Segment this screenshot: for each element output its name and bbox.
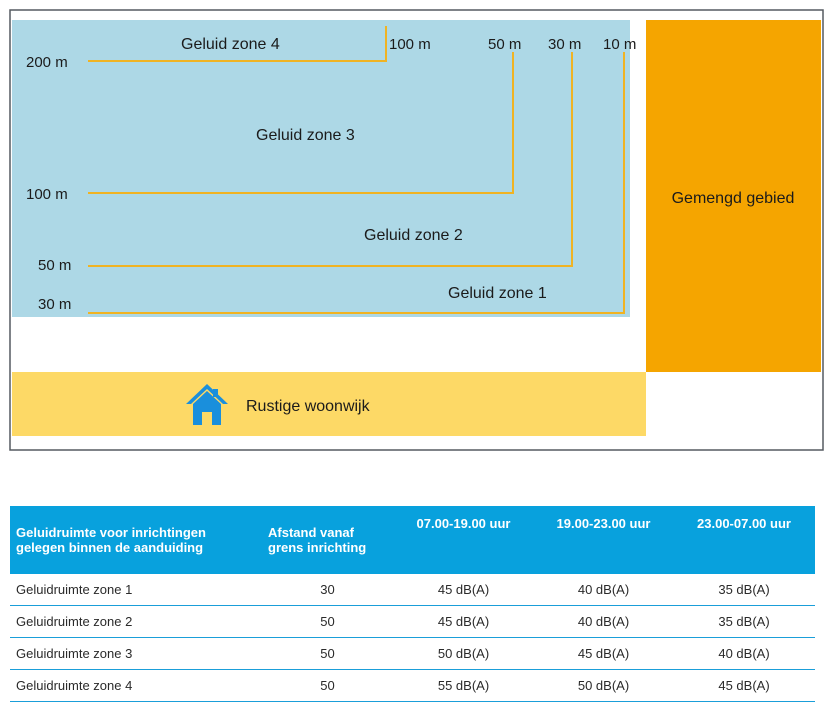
cell-distance: 30: [262, 574, 393, 606]
noise-limits-table: [10, 506, 815, 702]
cell-day: 45 dB(A): [393, 574, 534, 606]
zone-4-label: Geluid zone 4: [181, 36, 280, 53]
cell-distance: 50: [262, 638, 393, 670]
cell-zone: Geluidruimte zone 3: [10, 638, 262, 670]
table-row: [10, 606, 815, 638]
cell-day: 55 dB(A): [393, 670, 534, 702]
cell-night: 35 dB(A): [673, 606, 815, 638]
top-distance-100m: 100 m: [389, 36, 431, 53]
cell-evening: 40 dB(A): [534, 574, 673, 606]
header-evening: 19.00-23.00 uur: [534, 506, 673, 574]
cell-day: 50 dB(A): [393, 638, 534, 670]
mixed-area-label: Gemengd gebied: [671, 190, 795, 207]
cell-evening: 45 dB(A): [534, 638, 673, 670]
left-distance-100m: 100 m: [26, 186, 68, 203]
zone-1-label: Geluid zone 1: [448, 285, 547, 302]
left-distance-50m: 50 m: [38, 257, 72, 274]
cell-night: 45 dB(A): [673, 670, 815, 702]
top-distance-30m: 30 m: [548, 36, 582, 53]
table-row: [10, 574, 815, 606]
table-header-row: [10, 506, 815, 574]
header-day: 07.00-19.00 uur: [393, 506, 534, 574]
zone-2-label: Geluid zone 2: [364, 227, 463, 244]
zone-3-label: Geluid zone 3: [256, 127, 355, 144]
table-row: [10, 638, 815, 670]
cell-night: 35 dB(A): [673, 574, 815, 606]
top-distance-10m: 10 m: [603, 36, 637, 53]
cell-zone: Geluidruimte zone 1: [10, 574, 262, 606]
cell-day: 45 dB(A): [393, 606, 534, 638]
cell-zone: Geluidruimte zone 4: [10, 670, 262, 702]
noise-zone-area: [12, 20, 630, 317]
table-row: [10, 670, 815, 702]
cell-distance: 50: [262, 670, 393, 702]
cell-evening: 50 dB(A): [534, 670, 673, 702]
cell-zone: Geluidruimte zone 2: [10, 606, 262, 638]
header-zone: Geluidruimte voor inrichtingen gelegen binnen de aanduiding: [10, 506, 262, 574]
header-night: 23.00-07.00 uur: [673, 506, 815, 574]
cell-night: 40 dB(A): [673, 638, 815, 670]
left-distance-30m: 30 m: [38, 296, 72, 313]
residential-label: Rustige woonwijk: [246, 398, 370, 415]
header-distance: Afstand vanaf grens inrichting: [262, 506, 393, 574]
left-distance-200m: 200 m: [26, 54, 68, 71]
cell-distance: 50: [262, 606, 393, 638]
cell-evening: 40 dB(A): [534, 606, 673, 638]
top-distance-50m: 50 m: [488, 36, 522, 53]
